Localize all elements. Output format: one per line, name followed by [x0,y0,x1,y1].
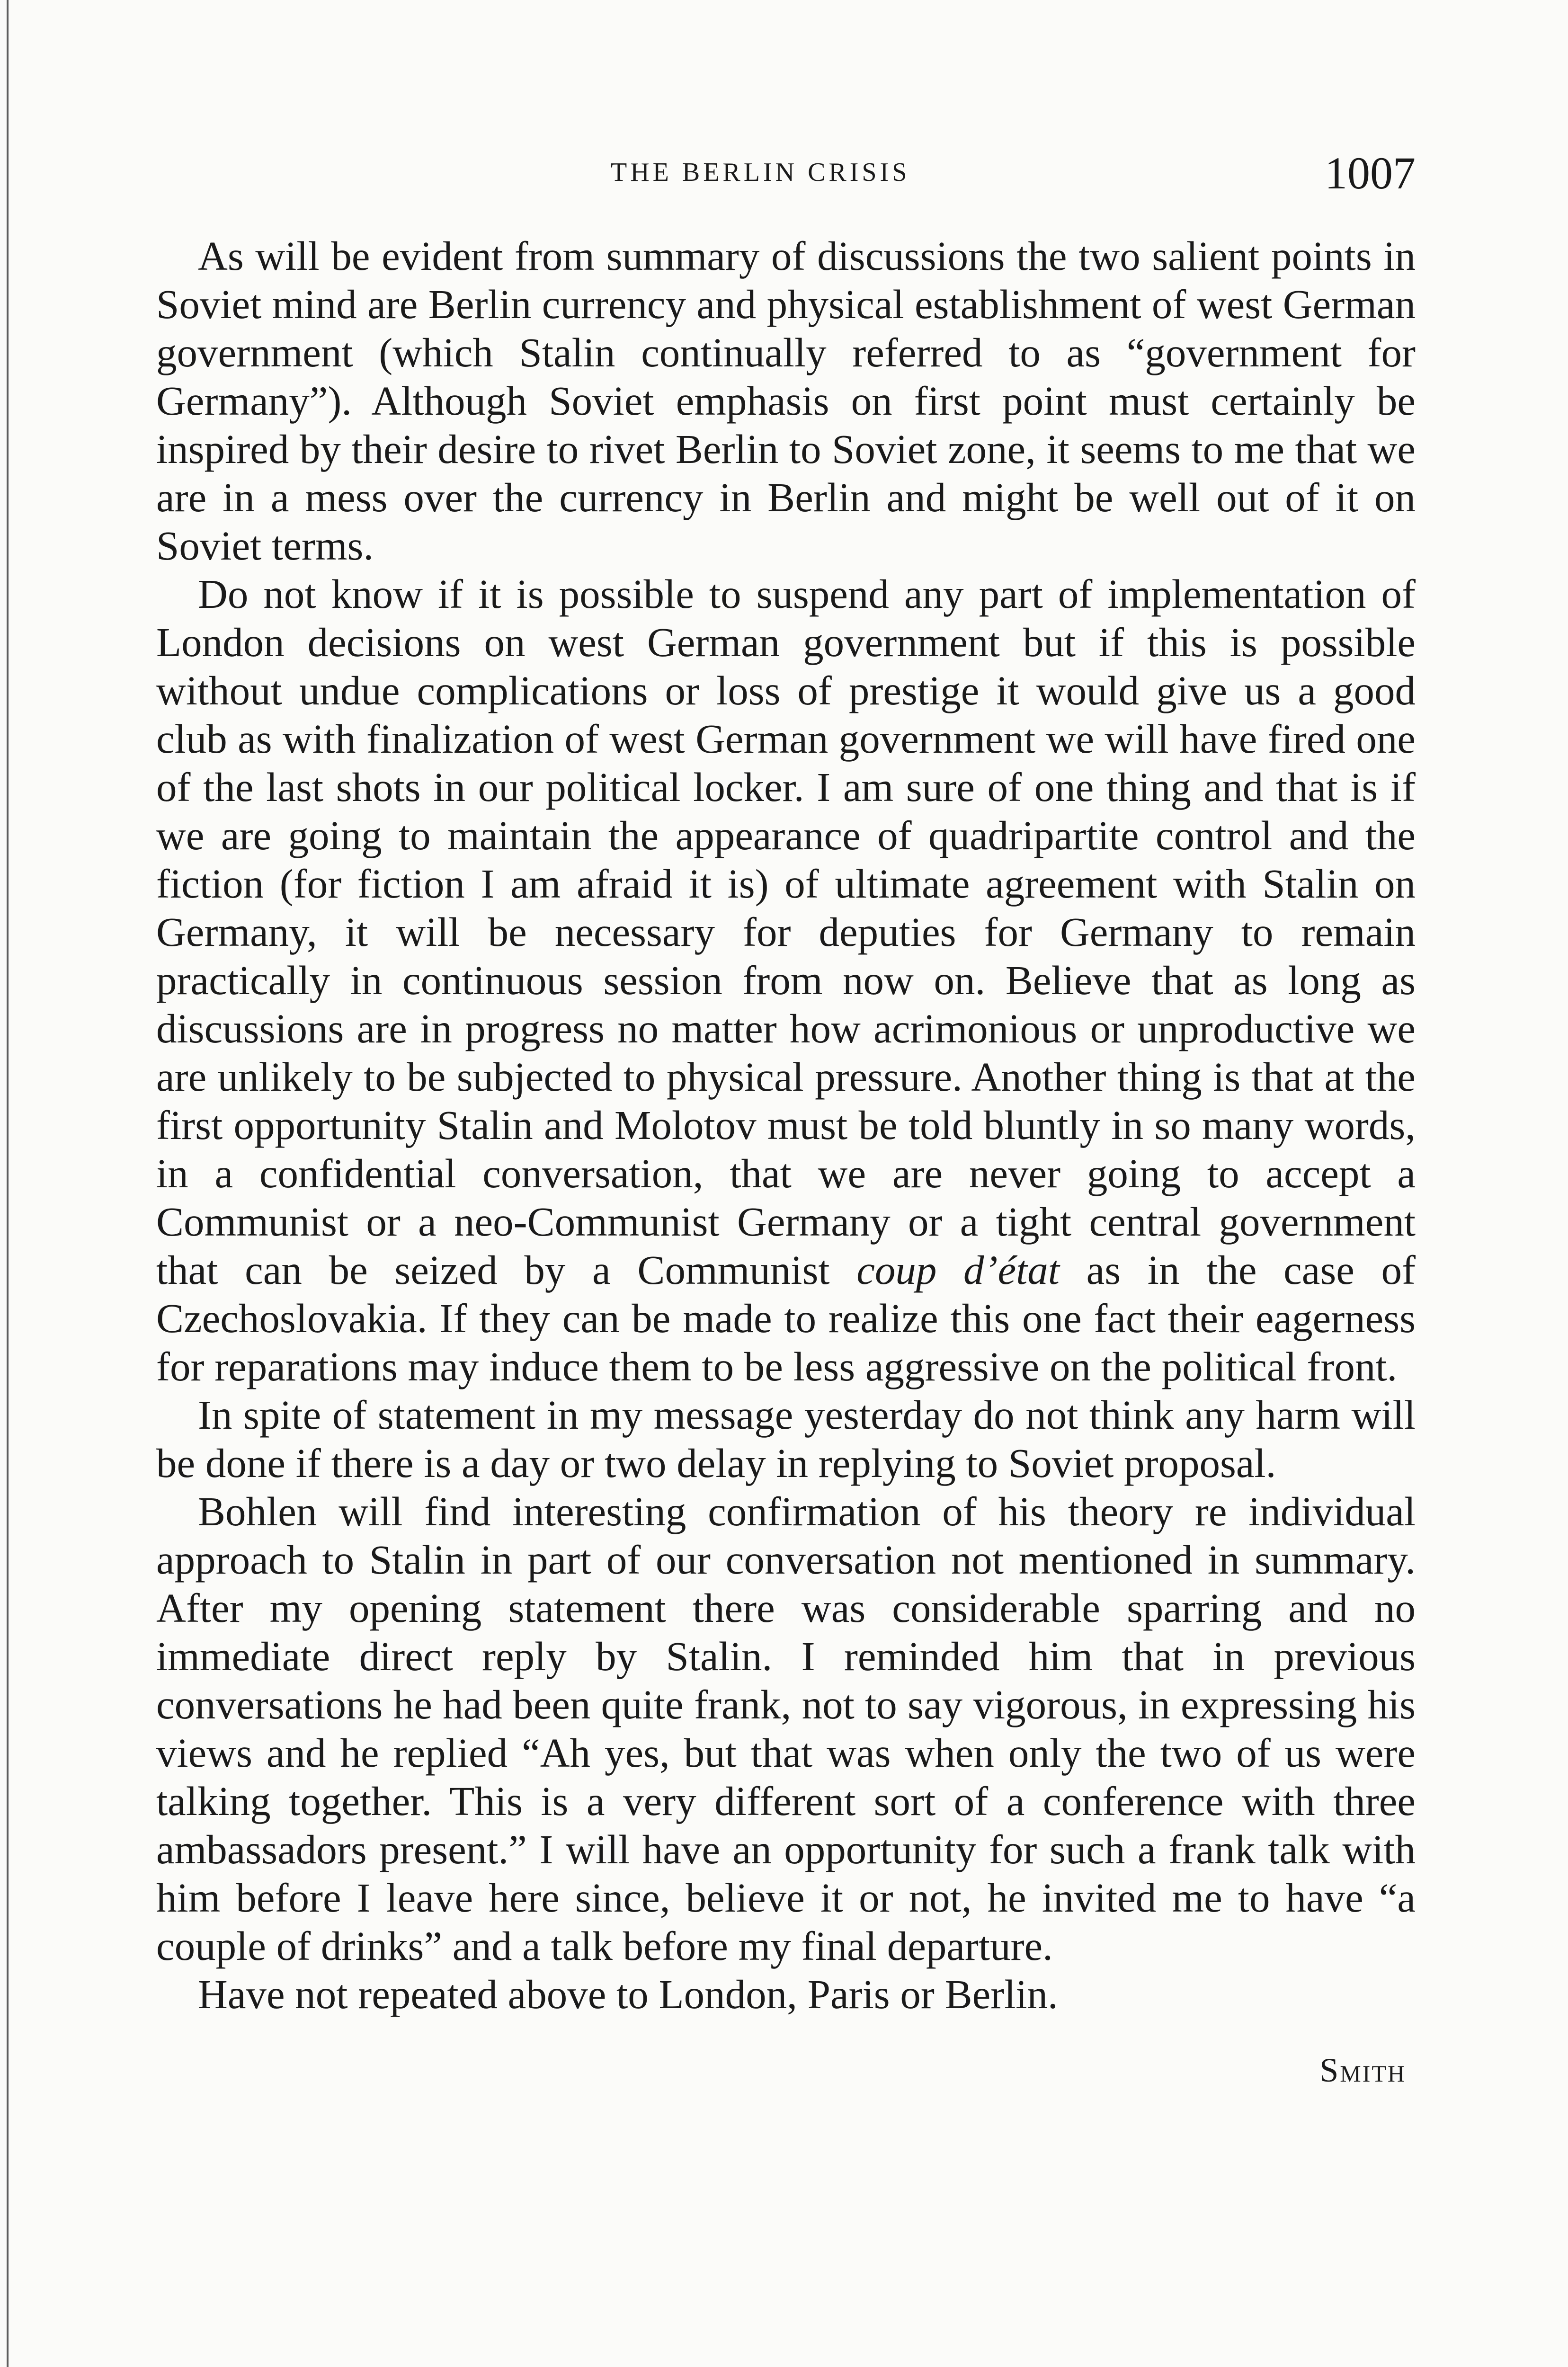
page-header [156,147,1416,204]
paragraph-2-text: Do not know if it is possible to suspend any part of implementation of London decisions on west German government but if this is possible without undue complications or loss of prestige it would give us a good club as with finalization of west German government we will have fired one of the last shots in our political locker. I am sure of one thing and that is if we are going to maintain the appearance of quadripartite control and the fiction (for fiction I am afraid it is) of ultimate agreement with Stalin on Germany, it will be necessary for deputies for Germany to remain practically in continuous session from now on. Believe that as long as discussions are in progress no matter how acrimonious or unproductive we are unlikely to be subjected to physical pressure. Another thing is that at the first opportunity Stalin and Molotov must be told bluntly in so many words, in a confidential conversation, that we are never going to accept a Communist or a neo-Communist Germany or a tight central government that can be seized by a Communist [156,571,1416,1293]
page-number: 1007 [1325,148,1416,198]
signature-text: Smith [1319,2051,1406,2089]
paragraph-1-text: As will be evident from summary of discussions the two salient points in Soviet mind are Berlin currency and physical establishment of west German government (which Stalin continually referred to as “government for Germany”). Although Soviet emphasis on first point must certainly be inspired by their desire to rivet Berlin to Soviet zone, it seems to me that we are in a mess over the currency in Berlin and might be well out of it on Soviet terms. [156,233,1416,569]
paragraph-2 [156,570,1416,1391]
paragraph-1 [156,232,1416,570]
signature [156,2046,1416,2094]
running-head: THE BERLIN CRISIS [611,158,910,187]
paragraph-2-italic: coup d’état [856,1247,1060,1293]
paragraph-2-text-end: as in the case of Czechoslovakia. If they can be made to realize this one fact their eagerness for reparations may induce them to be less aggressive on the political front. [156,1247,1416,1389]
body-text [156,232,1416,2094]
paragraph-5-text: Have not repeated above to London, Paris or Berlin. [198,1971,1058,2017]
paragraph-4 [156,1487,1416,1970]
paragraph-3-text: In spite of statement in my message yesterday do not think any harm will be done if there is a day or two delay in replying to Soviet proposal. [156,1392,1416,1486]
paragraph-4-text: Bohlen will find interesting confirmation of his theory re individual approach to Stalin in part of our conversation not mentioned in summary. After my opening statement there was considerable sparring and no immediate direct reply by Stalin. I reminded him that in previous conversations he had been quite frank, not to say vigorous, in expressing his views and he replied “Ah yes, but that was when only the two of us were talking together. This is a very different sort of a conference with three ambassadors present.” I will have an opportunity for such a frank talk with him before I leave here since, believe it or not, he invited me to have “a couple of drinks” and a talk before my final departure. [156,1488,1416,1969]
page-edge-line [7,0,9,2367]
paragraph-3 [156,1391,1416,1487]
paragraph-5 [156,1970,1416,2019]
